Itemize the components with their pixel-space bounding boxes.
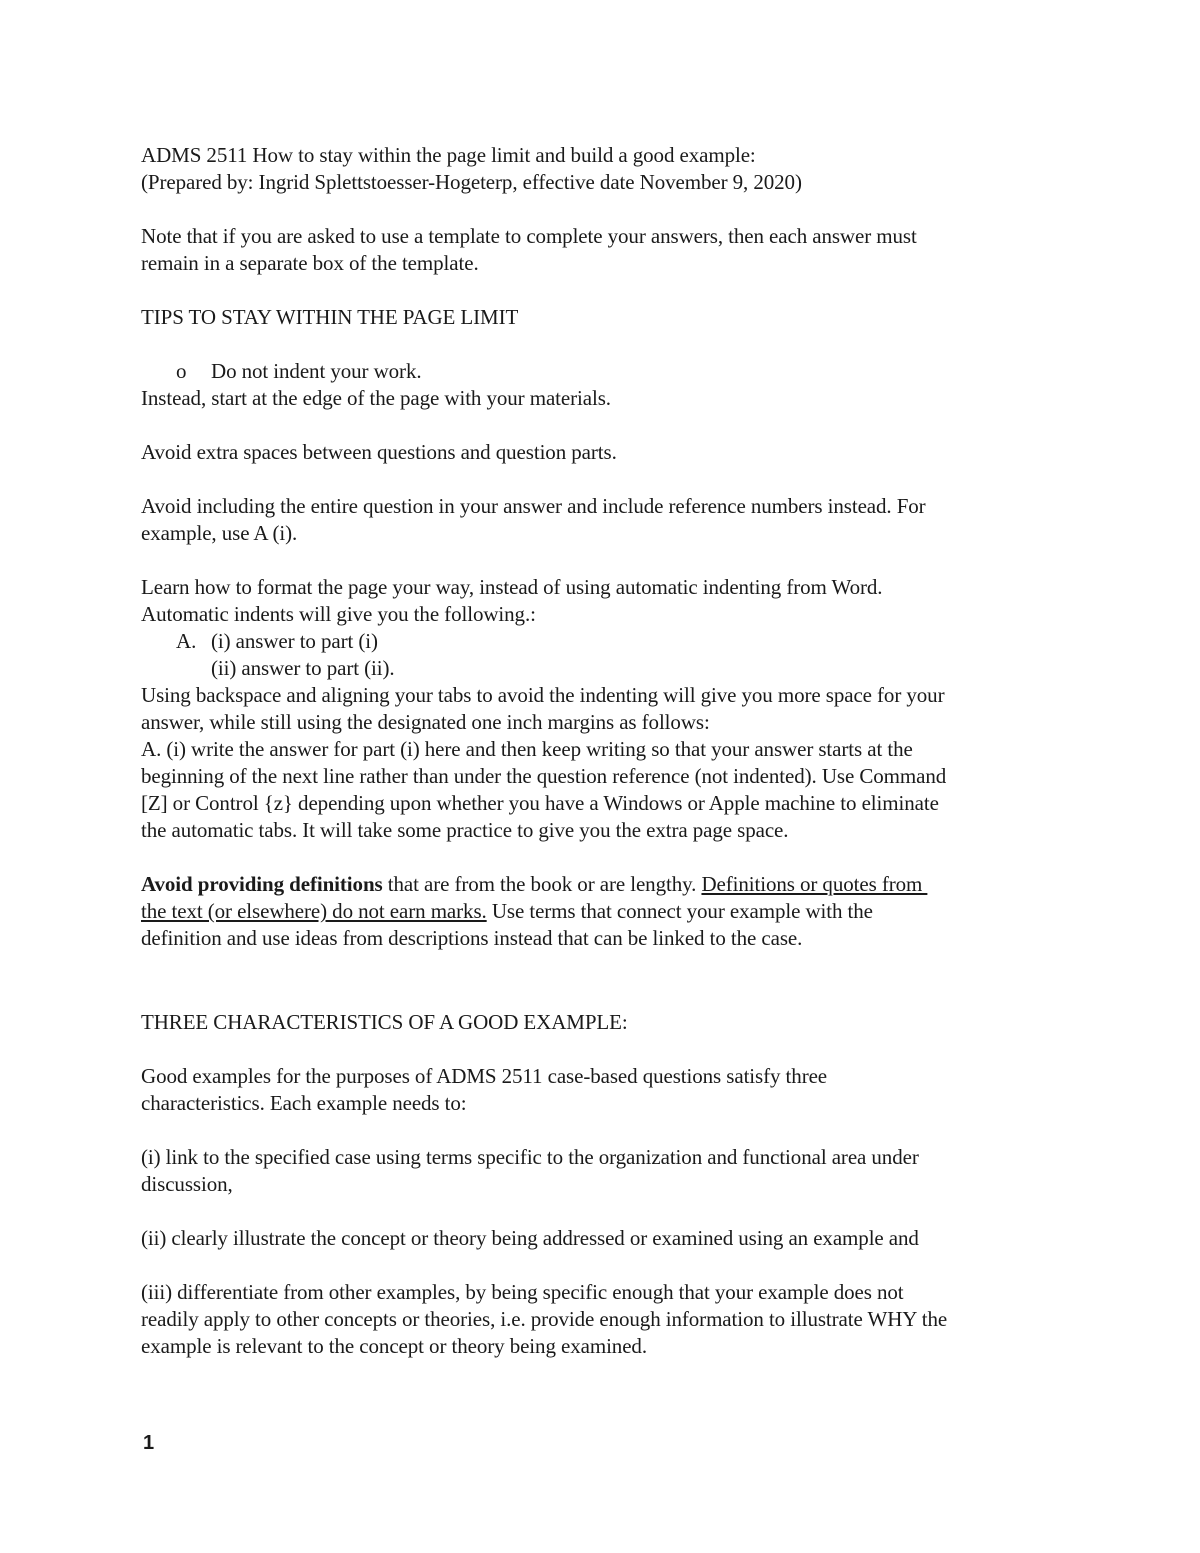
characteristic-iii-line-3: example is relevant to the concept or theory being examined. <box>141 1334 647 1358</box>
auto-a-label: A. <box>176 629 197 653</box>
note-line-2: remain in a separate box of the template. <box>141 251 479 275</box>
auto-part-i: (i) answer to part (i) <box>211 629 378 653</box>
learn-line-1: Learn how to format the page your way, instead of using automatic indenting from Word. <box>141 575 883 599</box>
bullet-marker: o <box>176 359 187 383</box>
definitions-bold-phrase: Avoid providing definitions <box>141 872 383 896</box>
characteristic-iii-line-2: readily apply to other concepts or theories, i.e. provide enough information to illustrate WHY the <box>141 1307 948 1331</box>
three-characteristics-heading: THREE CHARACTERISTICS OF A GOOD EXAMPLE: <box>141 1010 628 1034</box>
prepared-by-line: (Prepared by: Ingrid Splettstoesser-Hogeterp, effective date November 9, 2020) <box>141 170 802 194</box>
definitions-line-1 <box>141 871 927 898</box>
example-line-2: beginning of the next line rather than under the question reference (not indented). Use Command <box>141 764 947 788</box>
definitions-line-3: definition and use ideas from descriptions instead that can be linked to the case. <box>141 926 803 950</box>
auto-part-ii: (ii) answer to part (ii). <box>211 656 395 680</box>
good-examples-line-1: Good examples for the purposes of ADMS 2511 case-based questions satisfy three <box>141 1064 828 1088</box>
characteristic-i-line-2: discussion, <box>141 1172 233 1196</box>
note-line-1: Note that if you are asked to use a template to complete your answers, then each answer must <box>141 224 917 248</box>
example-line-1: A. (i) write the answer for part (i) here and then keep writing so that your answer starts at the <box>141 737 913 761</box>
definitions-line-2 <box>141 898 873 925</box>
definitions-text-2: Use terms that connect your example with the <box>486 899 873 923</box>
using-line-1: Using backspace and aligning your tabs to avoid the indenting will give you more space for your <box>141 683 945 707</box>
document-title: ADMS 2511 How to stay within the page limit and build a good example: <box>141 143 756 167</box>
example-line-4: the automatic tabs. It will take some practice to give you the extra page space. <box>141 818 789 842</box>
page-number: 1 <box>143 1432 155 1454</box>
example-line-3: [Z] or Control {z} depending upon whether you have a Windows or Apple machine to eliminate <box>141 791 939 815</box>
tips-heading: TIPS TO STAY WITHIN THE PAGE LIMIT <box>141 305 519 329</box>
definitions-text: that are from the book or are lengthy. <box>382 872 702 896</box>
instead-line: Instead, start at the edge of the page with your materials. <box>141 386 611 410</box>
bullet-text: Do not indent your work. <box>211 359 422 383</box>
learn-line-2: Automatic indents will give you the following.: <box>141 602 536 626</box>
avoid-question-line-1: Avoid including the entire question in your answer and include reference numbers instead. For <box>141 494 926 518</box>
characteristic-ii: (ii) clearly illustrate the concept or theory being addressed or examined using an example and <box>141 1226 919 1250</box>
good-examples-line-2: characteristics. Each example needs to: <box>141 1091 467 1115</box>
definitions-underline-1: Definitions or quotes from <box>701 872 928 896</box>
definitions-underline-2: the text (or elsewhere) do not earn marks. <box>141 899 487 923</box>
characteristic-i-line-1: (i) link to the specified case using terms specific to the organization and functional area under <box>141 1145 919 1169</box>
avoid-question-line-2: example, use A (i). <box>141 521 298 545</box>
avoid-spaces-line: Avoid extra spaces between questions and question parts. <box>141 440 617 464</box>
characteristic-iii-line-1: (iii) differentiate from other examples, by being specific enough that your example does not <box>141 1280 904 1304</box>
using-line-2: answer, while still using the designated one inch margins as follows: <box>141 710 710 734</box>
